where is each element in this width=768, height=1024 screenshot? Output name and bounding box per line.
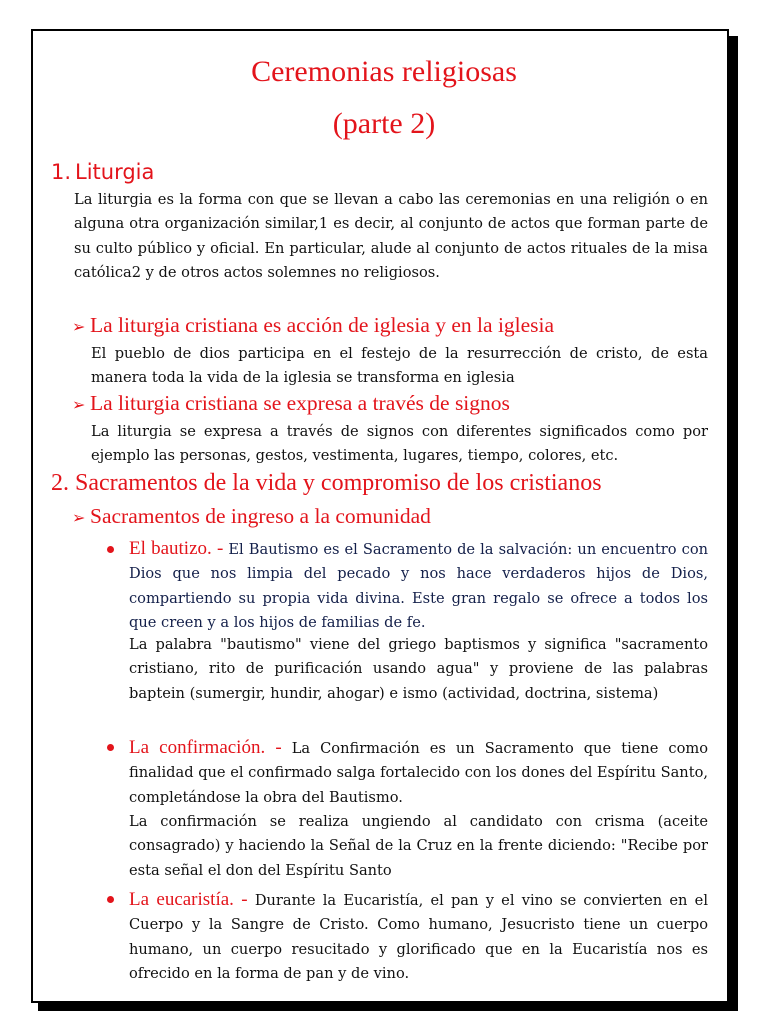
eucaristia-item xyxy=(129,888,708,987)
arrow-bullet-icon: ➢ xyxy=(72,508,86,527)
bullet-dot-icon xyxy=(107,546,114,553)
subsection-title: La liturgia cristiana se expresa a través de signos xyxy=(90,391,510,415)
bautizo-text: El Bautismo es el Sacramento de la salvación: un encuentro con Dios que nos limpia del pecado y nos hace verdaderos hijos de Dios, compartiendo su propia vida divina. Este gran regalo se ofrece a todos los que creen y a los hijos de familias de fe. xyxy=(129,541,709,632)
subsection-heading-ingreso xyxy=(72,504,431,529)
confirmacion-term: La confirmación. - xyxy=(129,737,282,758)
subsection-heading-accion xyxy=(72,313,554,338)
confirmacion-item xyxy=(129,736,708,810)
document-subtitle: (parte 2) xyxy=(332,107,436,140)
section-heading-sacramentos xyxy=(51,470,602,497)
signos-paragraph: La liturgia se expresa a través de signos con diferentes significados como por ejemplo las personas, gestos, vestimenta, lugares, tiempo, colores, etc. xyxy=(91,423,708,465)
subsection-title: La liturgia cristiana es acción de iglesia y en la iglesia xyxy=(90,313,555,337)
section-number: 2. xyxy=(51,470,69,496)
confirmacion-text: La Confirmación es un Sacramento que tiene como finalidad que el confirmado salga fortalecido con los dones del Espíritu Santo, completándose la obra del Bautismo. xyxy=(129,740,709,806)
document-title: Ceremonias religiosas xyxy=(251,55,517,88)
bullet-dot-icon xyxy=(107,896,114,903)
bullet-dot-icon xyxy=(107,744,114,751)
subsection-title: Sacramentos de ingreso a la comunidad xyxy=(90,504,431,528)
bautizo-term: El bautizo. - xyxy=(129,538,224,559)
section-title: Sacramentos de la vida y compromiso de los cristianos xyxy=(75,470,602,496)
liturgia-paragraph: La liturgia es la forma con que se llevan a cabo las ceremonias en una religión o en alguna otra organización similar,1 es decir, al conjunto de actos que forman parte de su culto público y oficial. En particular, alude al conjunto de actos rituales de la misa católica2 y de otros actos solemnes no religiosos. xyxy=(74,191,708,282)
bautizo-item xyxy=(129,537,708,636)
arrow-bullet-icon: ➢ xyxy=(72,317,86,336)
confirmacion-detail: La confirmación se realiza ungiendo al candidato con crisma (aceite consagrado) y haciendo la Señal de la Cruz en la frente diciendo: "Recibe por esta señal el don del Espíritu Santo xyxy=(129,813,708,879)
accion-paragraph: El pueblo de dios participa en el festejo de la resurrección de cristo, de esta manera toda la vida de la iglesia se transforma en iglesia xyxy=(91,345,708,387)
section-heading-liturgia xyxy=(51,160,154,184)
eucaristia-term: La eucaristía. - xyxy=(129,889,248,910)
section-title: Liturgia xyxy=(75,160,155,184)
section-number: 1. xyxy=(51,160,72,184)
subsection-heading-signos xyxy=(72,391,510,416)
bautizo-etymology: La palabra "bautismo" viene del griego baptismos y significa "sacramento cristiano, rito de purificación usando agua" y proviene de las palabras baptein (sumergir, hundir, ahogar) e ismo (actividad, doctrina, sistema) xyxy=(129,636,708,702)
arrow-bullet-icon: ➢ xyxy=(72,395,86,414)
eucaristia-text: Durante la Eucaristía, el pan y el vino se convierten en el Cuerpo y la Sangre de Cristo. Como humano, Jesucristo tiene un cuerpo humano, un cuerpo resucitado y glorificado que en la Eucaristía nos es ofrecido en la forma de pan y de vino. xyxy=(129,892,708,983)
